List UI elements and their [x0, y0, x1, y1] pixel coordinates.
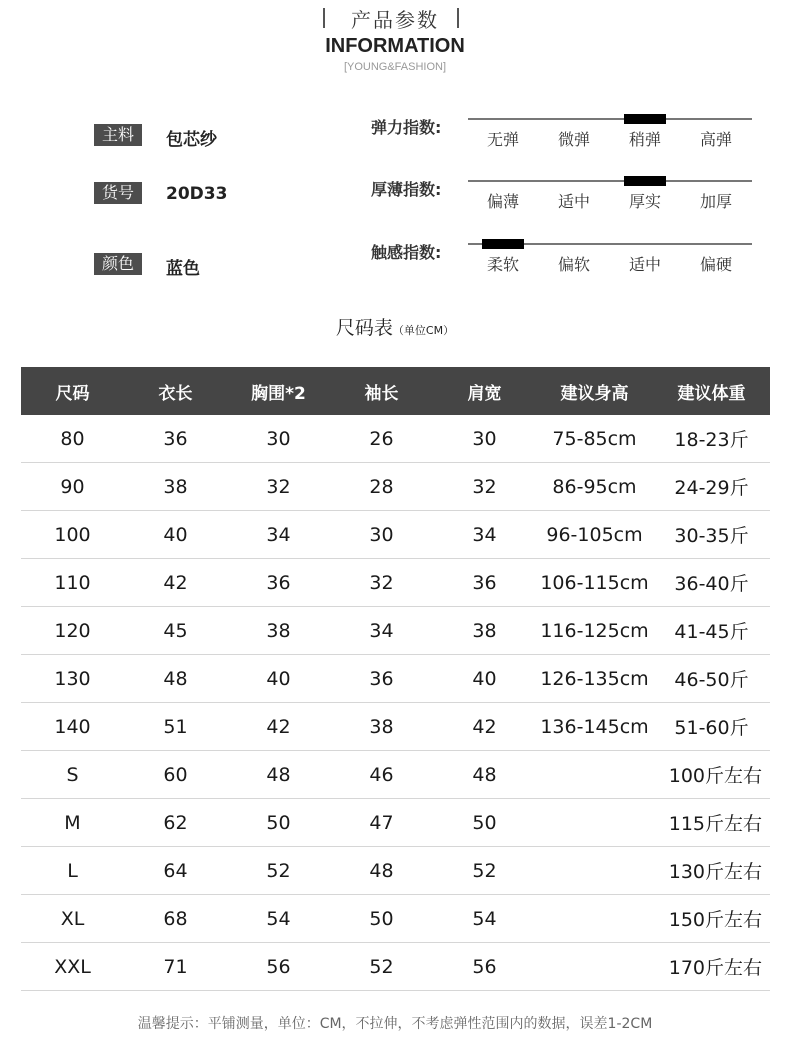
table-row [21, 799, 770, 847]
index-label: 弹力指数: [371, 118, 442, 137]
column-header: 袖长 [330, 367, 433, 415]
index-option: 稍弹 [628, 130, 661, 149]
table-cell: 40 [433, 655, 536, 703]
table-cell: 106-115cm [536, 559, 653, 607]
table-cell: 90 [21, 463, 124, 511]
table-cell: 56 [433, 943, 536, 991]
table-cell: 54 [433, 895, 536, 943]
header-title-en: INFORMATION [325, 35, 465, 57]
table-cell: 32 [330, 559, 433, 607]
table-cell: S [21, 751, 124, 799]
table-cell: 48 [227, 751, 330, 799]
table-cell: 46 [330, 751, 433, 799]
table-cell: 36 [227, 559, 330, 607]
table-cell: 100斤左右 [536, 751, 770, 799]
table-cell: 100 [21, 511, 124, 559]
table-cell: 42 [227, 703, 330, 751]
table-row [21, 943, 770, 991]
index-option: 偏硬 [699, 255, 732, 274]
table-cell: 120 [21, 607, 124, 655]
table-cell: 130斤左右 [536, 847, 770, 895]
table-cell: 75-85cm [536, 415, 653, 463]
index-option: 微弹 [557, 130, 590, 149]
index-option: 厚实 [628, 192, 661, 211]
table-cell: 30 [227, 415, 330, 463]
header-title-cn: 产品参数 [351, 8, 439, 32]
table-cell: 50 [227, 799, 330, 847]
table-cell: 47 [330, 799, 433, 847]
table-cell: 80 [21, 415, 124, 463]
table-row [21, 511, 770, 559]
table-cell: 136-145cm [536, 703, 653, 751]
table-cell: 110 [21, 559, 124, 607]
table-cell: 38 [433, 607, 536, 655]
index-option: 高弹 [699, 130, 732, 149]
table-cell: 50 [433, 799, 536, 847]
column-header: 肩宽 [433, 367, 536, 415]
column-header: 建议身高 [536, 367, 653, 415]
table-cell: 38 [227, 607, 330, 655]
header-divider-right [457, 8, 459, 28]
table-cell: 32 [433, 463, 536, 511]
table-cell: 56 [227, 943, 330, 991]
size-table-header [21, 367, 770, 415]
column-header: 尺码 [21, 367, 124, 415]
table-cell: 140 [21, 703, 124, 751]
index-option: 偏软 [557, 255, 590, 274]
table-cell: 86-95cm [536, 463, 653, 511]
table-cell: 34 [227, 511, 330, 559]
info-value-item-number: 20D33 [166, 184, 228, 204]
table-cell: 51-60斤 [653, 703, 770, 751]
table-cell: 62 [124, 799, 227, 847]
table-cell: 126-135cm [536, 655, 653, 703]
footer-note: 温馨提示：平铺测量，单位：CM，不拉伸，不考虑弹性范围内的数据，误差1-2CM [137, 1016, 653, 1032]
table-row [21, 847, 770, 895]
table-row [21, 751, 770, 799]
column-header: 建议体重 [653, 367, 770, 415]
index-option: 加厚 [699, 192, 732, 211]
table-cell: 46-50斤 [653, 655, 770, 703]
index-option: 无弹 [486, 130, 519, 149]
size-table [21, 367, 770, 991]
index-option: 柔软 [486, 255, 519, 274]
index-selected-marker [482, 239, 524, 249]
table-cell: 36 [330, 655, 433, 703]
table-cell: 52 [433, 847, 536, 895]
info-label-item-number: 货号 [94, 182, 142, 204]
table-cell: 52 [227, 847, 330, 895]
table-cell: 42 [433, 703, 536, 751]
table-cell: 116-125cm [536, 607, 653, 655]
table-cell: 50 [330, 895, 433, 943]
table-cell: 36 [433, 559, 536, 607]
table-row [21, 895, 770, 943]
table-cell: 51 [124, 703, 227, 751]
column-header: 衣长 [124, 367, 227, 415]
table-cell: 40 [124, 511, 227, 559]
size-table-title-text: 尺码表 [335, 317, 393, 339]
table-cell: 45 [124, 607, 227, 655]
table-cell: 30-35斤 [653, 511, 770, 559]
table-row [21, 559, 770, 607]
header-subtitle: [YOUNG&FASHION] [343, 61, 447, 73]
table-cell: 54 [227, 895, 330, 943]
index-selected-marker [624, 114, 666, 124]
size-table-unit: （单位CM） [392, 324, 455, 337]
table-cell: 41-45斤 [653, 607, 770, 655]
info-value-color: 蓝色 [166, 259, 200, 279]
table-cell: 130 [21, 655, 124, 703]
table-cell: 36-40斤 [653, 559, 770, 607]
table-cell: 42 [124, 559, 227, 607]
table-cell: 36 [124, 415, 227, 463]
table-cell: 30 [433, 415, 536, 463]
table-cell: 24-29斤 [653, 463, 770, 511]
table-cell: 96-105cm [536, 511, 653, 559]
table-row [21, 703, 770, 751]
table-cell: 60 [124, 751, 227, 799]
table-cell: 68 [124, 895, 227, 943]
table-cell: 150斤左右 [536, 895, 770, 943]
table-cell: 48 [433, 751, 536, 799]
index-scale-line [468, 118, 752, 120]
table-cell: 38 [330, 703, 433, 751]
table-cell: 34 [330, 607, 433, 655]
info-label-color: 颜色 [94, 253, 142, 275]
table-row [21, 415, 770, 463]
table-cell: 40 [227, 655, 330, 703]
table-cell: XL [21, 895, 124, 943]
table-row [21, 655, 770, 703]
table-cell: M [21, 799, 124, 847]
table-cell: 71 [124, 943, 227, 991]
column-header: 胸围*2 [227, 367, 330, 415]
info-value-material: 包芯纱 [166, 130, 217, 150]
table-cell: 28 [330, 463, 433, 511]
index-label: 厚薄指数: [371, 180, 442, 199]
table-cell: 34 [433, 511, 536, 559]
table-cell: 30 [330, 511, 433, 559]
table-cell: 32 [227, 463, 330, 511]
index-option: 适中 [628, 255, 661, 274]
table-cell: 26 [330, 415, 433, 463]
table-cell: 64 [124, 847, 227, 895]
table-cell: 38 [124, 463, 227, 511]
table-cell: 52 [330, 943, 433, 991]
table-cell: 170斤左右 [536, 943, 770, 991]
table-cell: 18-23斤 [653, 415, 770, 463]
table-cell: L [21, 847, 124, 895]
info-label-material: 主料 [94, 124, 142, 146]
index-option: 适中 [557, 192, 590, 211]
table-cell: 48 [124, 655, 227, 703]
size-table-title [0, 313, 790, 340]
table-cell: 48 [330, 847, 433, 895]
index-selected-marker [624, 176, 666, 186]
table-cell: 115斤左右 [536, 799, 770, 847]
table-cell: XXL [21, 943, 124, 991]
index-scale-line [468, 180, 752, 182]
size-table-body [21, 415, 770, 991]
table-row [21, 607, 770, 655]
table-row [21, 463, 770, 511]
index-label: 触感指数: [371, 243, 442, 262]
index-option: 偏薄 [486, 192, 519, 211]
